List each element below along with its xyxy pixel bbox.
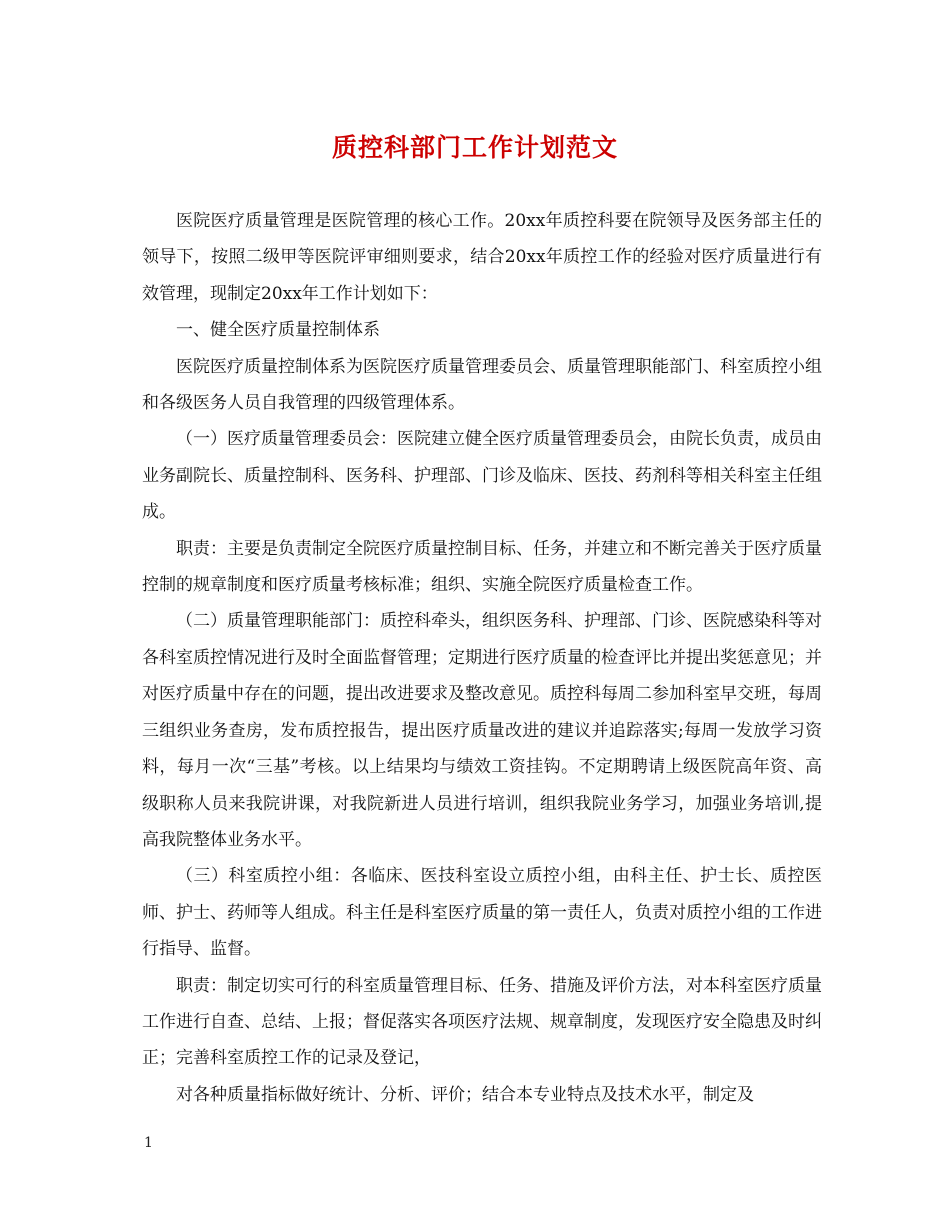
group-paragraph: （三）科室质控小组：各临床、医技科室设立质控小组，由科主任、护士长、质控医师、护士、药师等人组成。科主任是科室医疗质量的第一责任人，负责对质控小组的工作进行指导、监督。 [142,866,822,960]
committee-duties-paragraph: 职责：主要是负责制定全院医疗质量控制目标、任务，并建立和不断完善关于医疗质量控制的规章制度和医疗质量考核标准；组织、实施全院医疗质量检查工作。 [142,538,822,596]
document-body [142,203,822,1113]
department-paragraph: （二）质量管理职能部门：质控科牵头，组织医务科、护理部、门诊、医院感染科等对各科室质控情况进行及时全面监督管理；定期进行医疗质量的检查评比并提出奖惩意见；并对医疗质量中存在的问题，提出改进要求及整改意见。质控科每周二参加科室早交班，每周三组织业务查房，发布质控报告，提出医疗质量改进的建议并追踪落实;每周一发放学习资料，每月一次“三基”考核。以上结果均与绩效工资挂钩。不定期聘请上级医院高年资、高级职称人员来我院讲课，对我院新进人员进行培训，组织我院业务学习，加强业务培训,提高我院整体业务水平。 [142,611,822,850]
system-paragraph: 医院医疗质量控制体系为医院医疗质量管理委员会、质量管理职能部门、科室质控小组和各级医务人员自我管理的四级管理体系。 [142,356,822,414]
intro-paragraph: 医院医疗质量管理是医院管理的核心工作。20xx年质控科要在院领导及医务部主任的领导下，按照二级甲等医院评审细则要求，结合20xx年质控工作的经验对医疗质量进行有效管理，现制定20xx年工作计划如下： [142,211,822,304]
group-duties-paragraph: 职责：制定切实可行的科室质量管理目标、任务、措施及评价方法，对本科室医疗质量工作进行自查、总结、上报；督促落实各项医疗法规、规章制度，发现医疗安全隐患及时纠正；完善科室质控工作的记录及登记， [142,975,822,1069]
committee-paragraph: （一）医疗质量管理委员会：医院建立健全医疗质量管理委员会，由院长负责，成员由业务副院长、质量控制科、医务科、护理部、门诊及临床、医技、药剂科等相关科室主任组成。 [142,429,822,523]
section-heading-1: 一、健全医疗质量控制体系 [176,320,380,341]
statistics-paragraph: 对各种质量指标做好统计、分析、评价；结合本专业特点及技术水平，制定及 [176,1084,754,1105]
page-number: 1 [144,1135,153,1151]
document-title: 质控科部门工作计划范文 [331,133,618,162]
